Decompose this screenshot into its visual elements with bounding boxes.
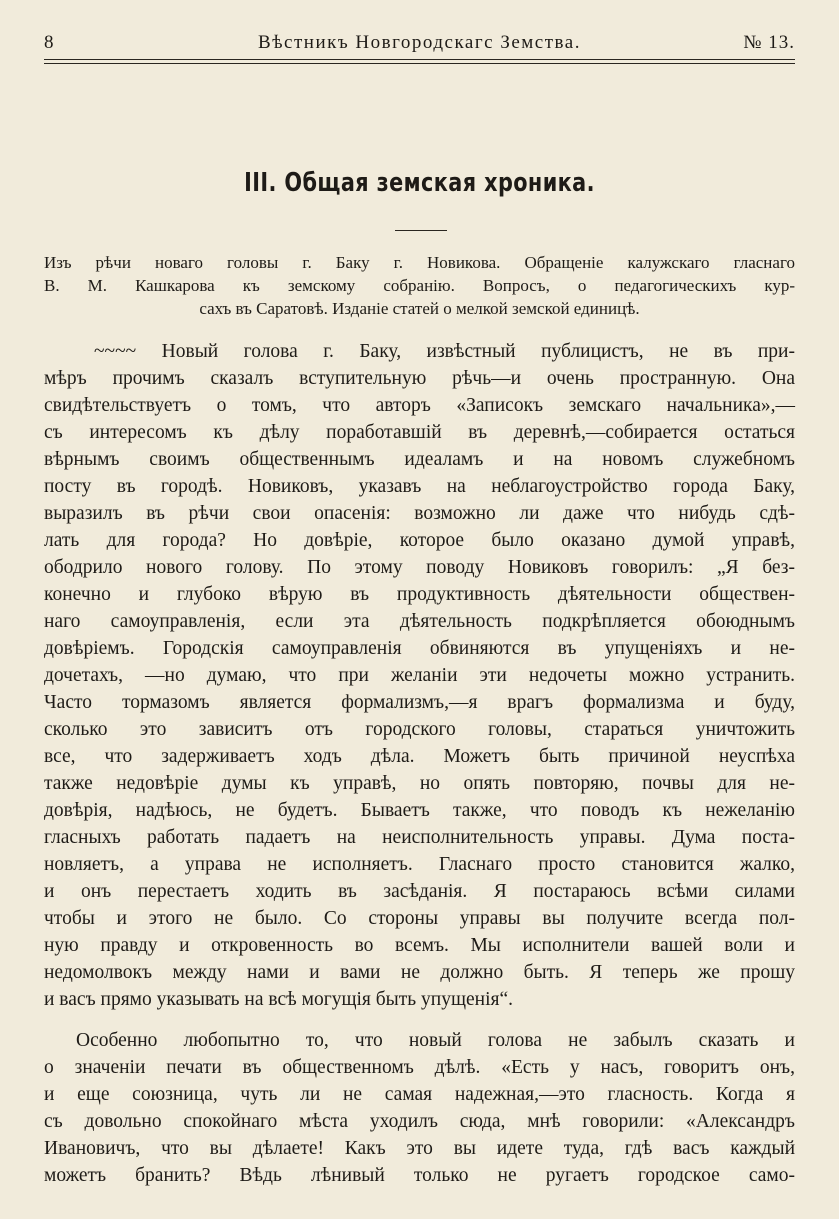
page-number: 8 (44, 32, 54, 53)
text-line: ~~~~ Новый голова г. Баку, извѣстный публицистъ, не въ при- (94, 341, 795, 362)
text-line: сколько это зависитъ отъ городского головы, стараться уничтожить (44, 719, 795, 740)
text-line: съ довольно спокойнаго мѣста уходилъ сюда, мнѣ говорили: «Александръ (44, 1111, 795, 1132)
text-line: посту въ городѣ. Новиковъ, указавъ на неблагоустройство города Баку, (44, 476, 795, 497)
running-header (44, 32, 795, 60)
summary-line: сахъ въ Саратовѣ. Изданіе статей о мелкой земской единицѣ. (199, 299, 640, 318)
summary-line: В. М. Кашкарова къ земскому собранію. Вопросъ, о педагогическихъ кур- (44, 276, 795, 295)
title-divider (395, 230, 447, 231)
text-line: довѣріемъ. Городскія самоуправленія обвиняются въ упущеніяхъ и не- (44, 638, 795, 659)
text-line: съ интересомъ къ дѣлу поработавшій въ деревнѣ,—собирается остаться (44, 422, 795, 443)
text-line: чтобы и этого не было. Со стороны управы вы получите всегда пол- (44, 908, 795, 929)
text-line: вѣрнымъ своимъ общественнымъ идеаламъ и на новомъ служебномъ (44, 449, 795, 470)
text-line: о значеніи печати въ общественномъ дѣлѣ. «Есть у насъ, говоритъ онъ, (44, 1057, 795, 1078)
header-rule (44, 59, 795, 60)
text-line: и васъ прямо указывать на всѣ могущія быть упущенія“. (44, 989, 513, 1010)
text-line: выразилъ въ рѣчи свои опасенія: возможно ли даже что нибудь сдѣ- (44, 503, 795, 524)
text-line: довѣрія, надѣюсь, не будетъ. Бываетъ также, что поводъ къ нежеланію (44, 800, 795, 821)
text-line: новляетъ, а управа не исполняетъ. Гласнаго просто становится жалко, (44, 854, 795, 875)
summary-line: Изъ рѣчи новаго головы г. Баку г. Новикова. Обращеніе калужскаго гласнаго (44, 253, 795, 272)
text-line: и еще союзница, чуть ли не самая надежная,—это гласность. Когда я (44, 1084, 795, 1105)
text-line: и онъ перестаетъ ходить въ засѣданія. Я постараюсь всѣми силами (44, 881, 795, 902)
header-rule-thin (44, 63, 795, 64)
section-title: III. Общая земская хроника. (244, 168, 595, 198)
text-line: гласныхъ работать падаетъ на неисполнительность управы. Дума поста- (44, 827, 795, 848)
text-line: ободрило нового голову. По этому поводу Новиковъ говорилъ: „Я без- (44, 557, 795, 578)
text-line: Часто тормазомъ является формализмъ,—я врагъ формализма и буду, (44, 692, 795, 713)
text-line: дочетахъ, —но думаю, что при желаніи эти недочеты можно устранить. (44, 665, 795, 686)
text-line: наго самоуправленія, если эта дѣятельность подкрѣпляется обоюднымъ (44, 611, 795, 632)
text-line: недомолвокъ между нами и вами не должно быть. Я теперь же прошу (44, 962, 795, 983)
text-line: Ивановичъ, что вы дѣлаете! Какъ это вы идете туда, гдѣ васъ каждый (44, 1138, 795, 1159)
text-line: ную правду и откровенность во всемъ. Мы исполнители вашей воли и (44, 935, 795, 956)
text-line: все, что задерживаетъ ходъ дѣла. Можетъ быть причиной неуспѣха (44, 746, 795, 767)
text-line: можетъ бранить? Вѣдь лѣнивый только не ругаетъ городское само- (44, 1165, 795, 1186)
text-line: также недовѣріе думы къ управѣ, но опять повторяю, почвы для не- (44, 773, 795, 794)
issue-number: № 13. (743, 32, 795, 53)
text-line: Особенно любопытно то, что новый голова не забылъ сказать и (76, 1030, 795, 1051)
text-line: конечно и глубоко вѣрую въ продуктивность дѣятельности обществен- (44, 584, 795, 605)
journal-title: Вѣстникъ Новгородскагс Земства. (258, 32, 581, 53)
text-line: свидѣтельствуетъ о томъ, что авторъ «Записокъ земскаго начальника»,— (44, 395, 795, 416)
text-line: мѣръ прочимъ сказалъ вступительную рѣчь—и очень пространную. Она (44, 368, 795, 389)
text-line: лать для города? Но довѣріе, которое было оказано думой управѣ, (44, 530, 795, 551)
